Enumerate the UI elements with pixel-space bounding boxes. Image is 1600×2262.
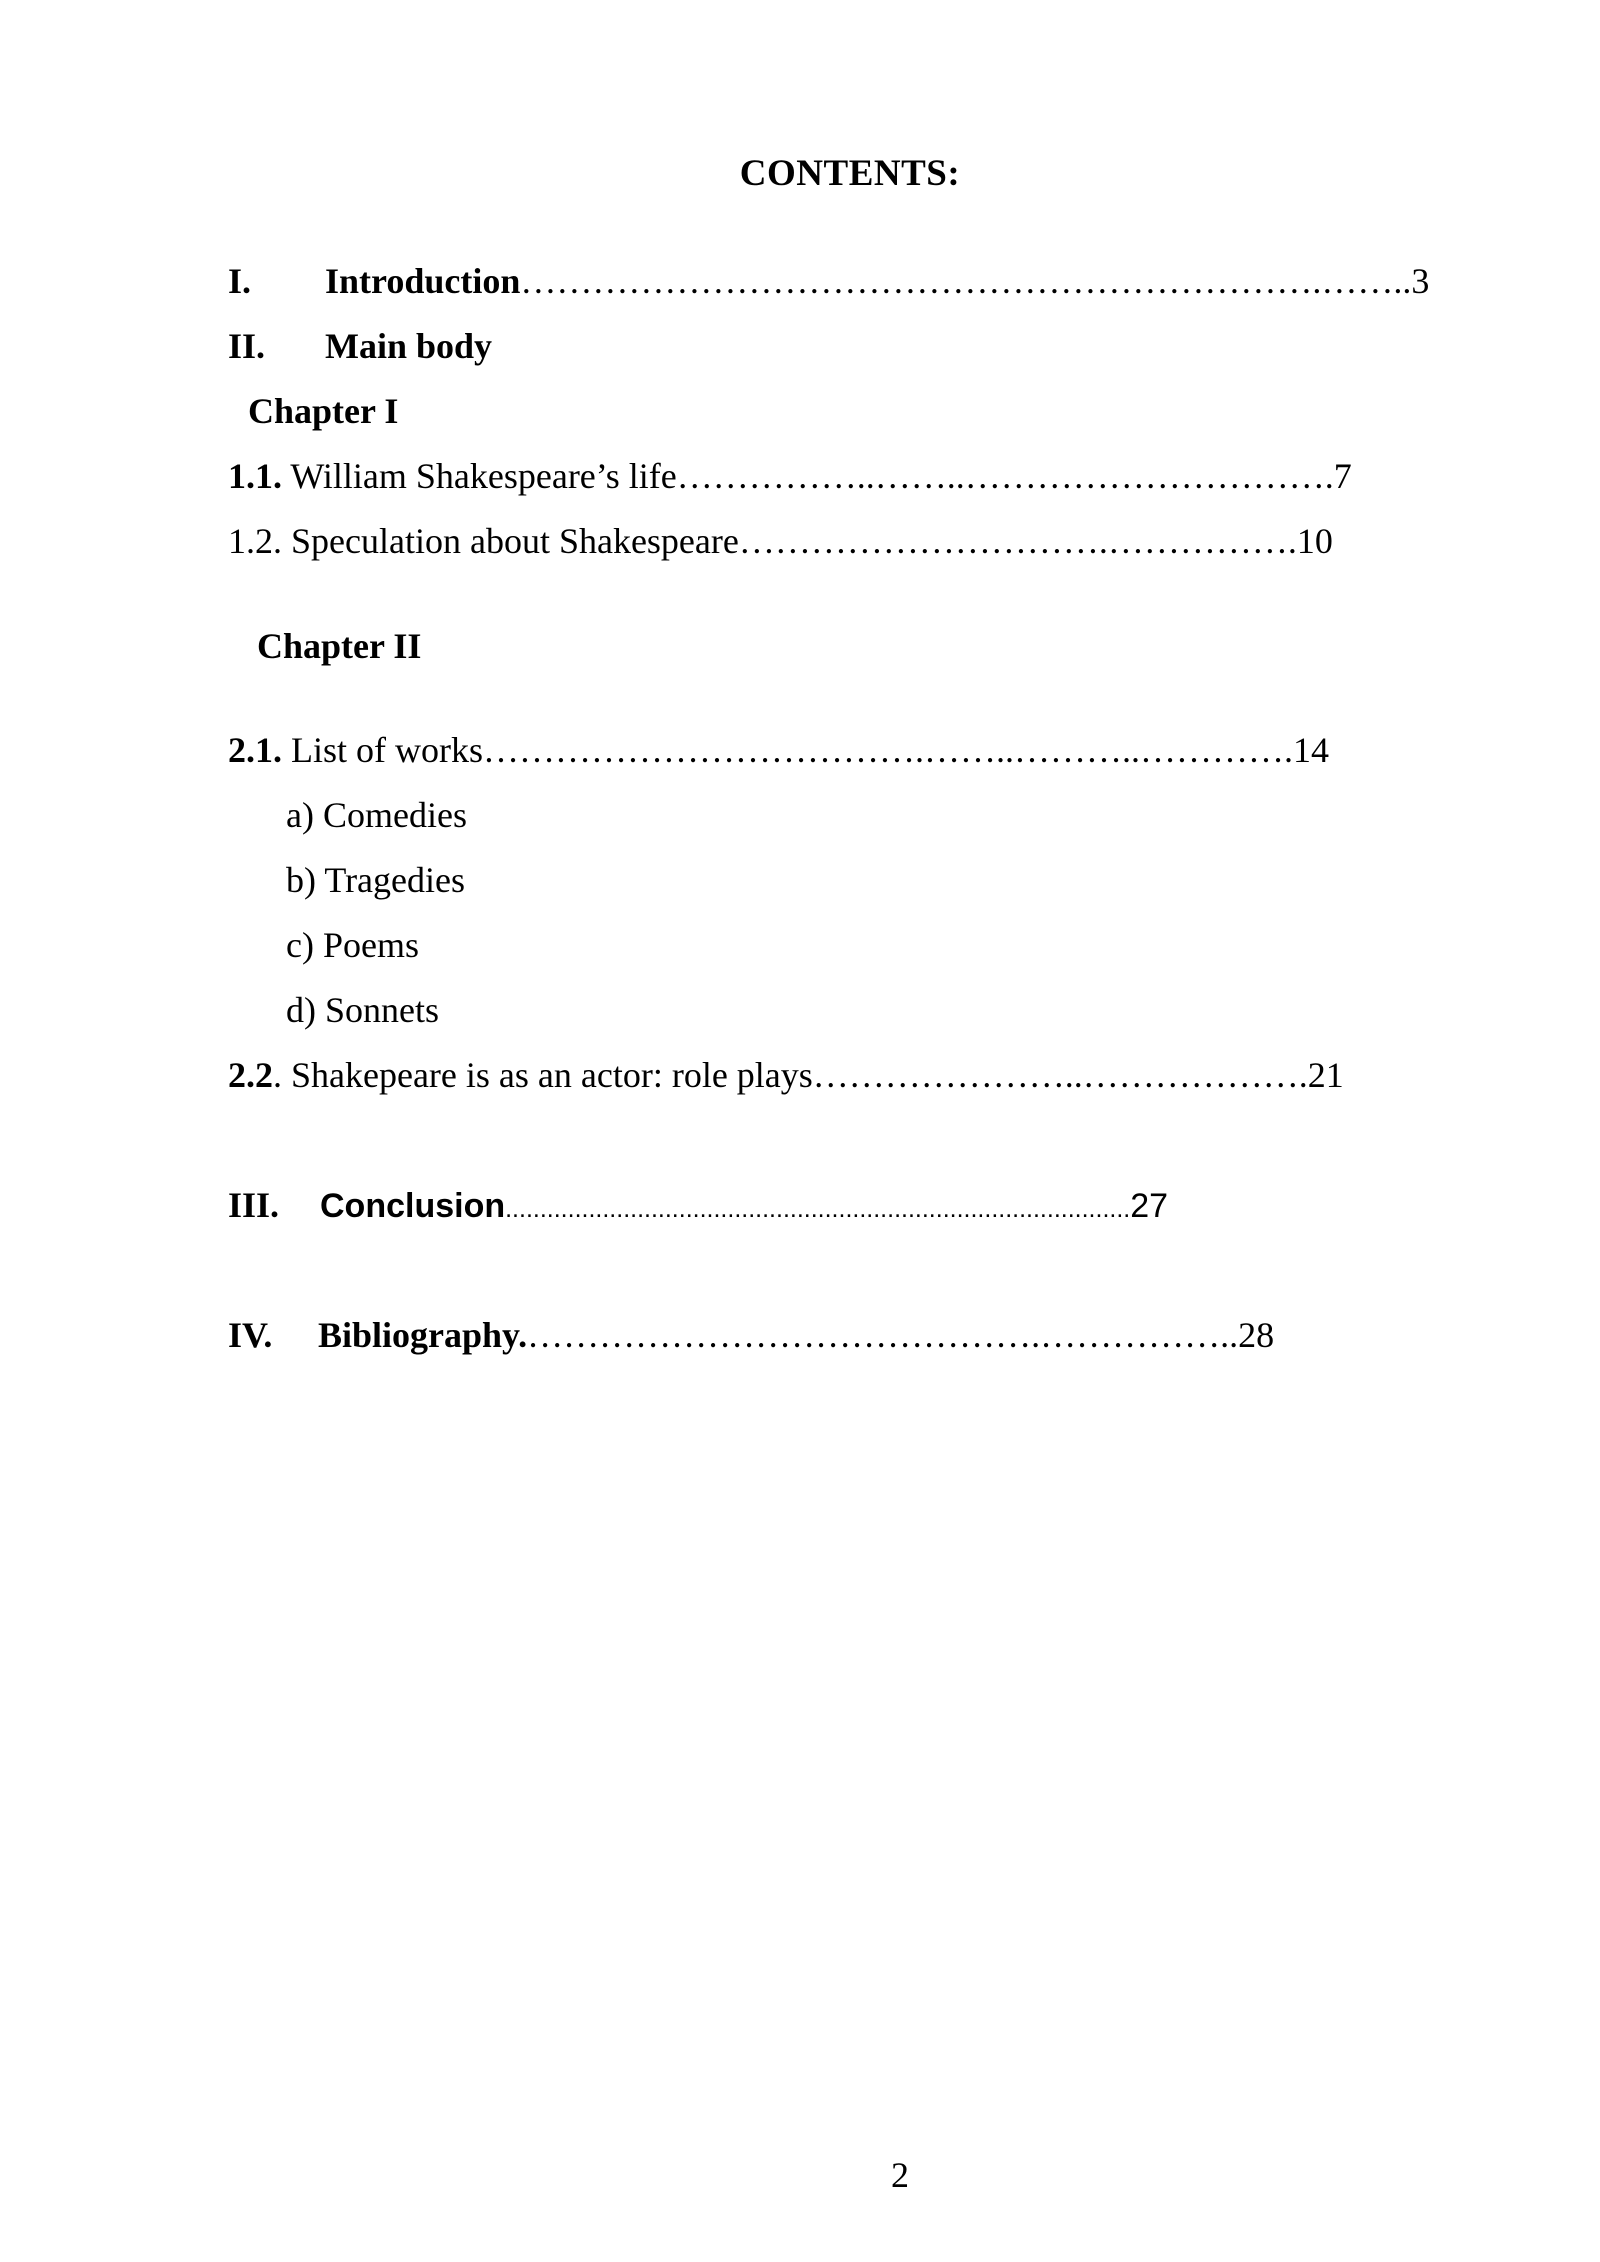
toc-subitem-comedies[interactable]: a) Comedies (286, 795, 467, 835)
toc-number: 1.1. (228, 456, 282, 496)
toc-page: 10 (1296, 521, 1333, 561)
toc-entry-main-body[interactable] (228, 320, 492, 372)
toc-entry-introduction[interactable] (228, 255, 1429, 307)
toc-number: II. (228, 326, 266, 366)
toc-leader: ………………………………………………………….…….. (520, 261, 1412, 301)
toc-chapter-heading-1: Chapter I (248, 391, 399, 431)
toc-entry-1-2[interactable] (228, 515, 1333, 567)
toc-entry-2-2[interactable] (228, 1049, 1344, 1101)
page-title: CONTENTS: (739, 153, 961, 194)
toc-subitem-poems[interactable]: c) Poems (286, 925, 419, 965)
toc-entry-1-1[interactable] (228, 450, 1352, 502)
toc-number: III. (228, 1185, 280, 1225)
toc-leader: …………………………………….…………….. (527, 1315, 1239, 1355)
toc-label: Conclusion (320, 1187, 506, 1225)
toc-page: 14 (1293, 730, 1329, 770)
toc-number: 2.1. (228, 730, 282, 770)
toc-leader: .......................................................................................... (505, 1195, 1131, 1223)
toc-chapter-heading-2: Chapter II (257, 626, 422, 666)
toc-page: 21 (1307, 1055, 1344, 1095)
toc-leader: ………………………….……………. (738, 521, 1297, 561)
toc-label: Introduction (325, 261, 521, 301)
toc-label: List of works (282, 730, 483, 770)
toc-leader: ……………..……..…………………………. (676, 456, 1334, 496)
toc-page: 27 (1130, 1187, 1169, 1225)
toc-number: 2.2 (228, 1055, 273, 1095)
toc-label: Bibliography. (318, 1315, 528, 1355)
toc-leader: ……………………………….……..………..…………. (483, 730, 1293, 770)
toc-number: IV. (228, 1315, 273, 1355)
toc-subitem-sonnets[interactable]: d) Sonnets (286, 990, 439, 1030)
toc-label: 1.2. Speculation about Shakespeare (228, 521, 739, 561)
toc-label: . Shakepeare is as an actor: role plays (273, 1055, 813, 1095)
toc-page: 28 (1238, 1315, 1275, 1355)
toc-page: 3 (1411, 261, 1430, 301)
toc-page: 7 (1333, 456, 1352, 496)
toc-subitem-tragedies[interactable]: b) Tragedies (286, 860, 465, 900)
toc-label: William Shakespeare’s life (282, 456, 677, 496)
toc-label: Main body (325, 326, 493, 366)
page-number: 2 (891, 2155, 909, 2195)
toc-leader: …………………..………………. (812, 1055, 1308, 1095)
toc-entry-2-1[interactable] (228, 724, 1329, 776)
toc-entry-conclusion[interactable] (228, 1179, 1168, 1235)
toc-number: I. (228, 261, 252, 301)
toc-entry-bibliography[interactable] (228, 1309, 1274, 1361)
